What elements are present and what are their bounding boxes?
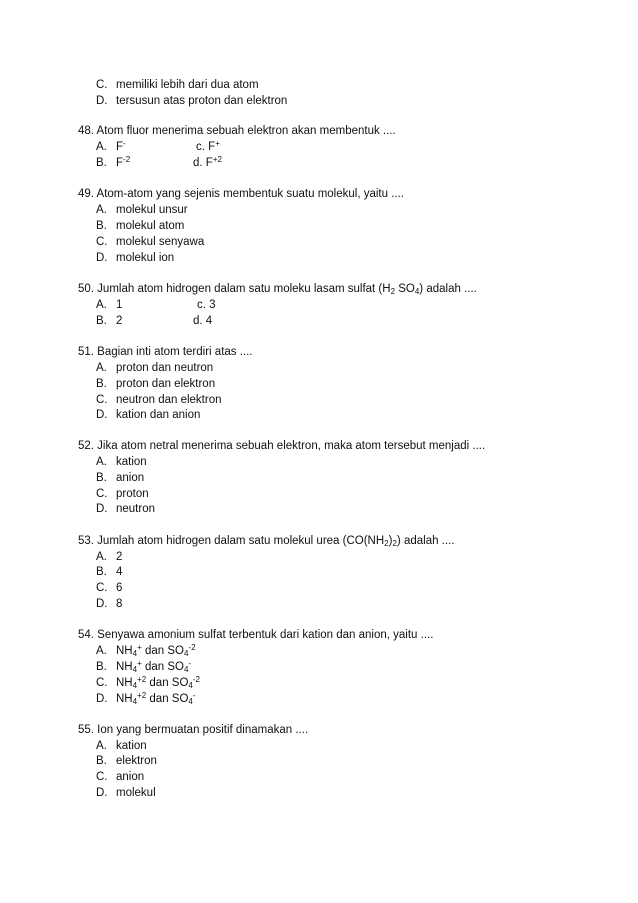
question-54: 54. Senyawa amonium sulfat terbentuk dari kation dan anion, yaitu .... <box>78 629 434 641</box>
formula-base: NH <box>116 677 133 689</box>
option-letter: A. <box>96 362 107 374</box>
option-letter: A. <box>96 740 107 752</box>
formula-base: F <box>116 157 124 169</box>
option-text: neutron <box>116 503 156 515</box>
formula-subscript: 4 <box>132 681 138 690</box>
q55-option-a <box>96 739 147 753</box>
option-text: molekul unsur <box>116 204 188 216</box>
q51-option-c <box>96 393 222 407</box>
option-letter: D. <box>96 409 108 421</box>
option-text: 4 <box>116 566 123 578</box>
option-letter: C. <box>96 677 108 689</box>
q48-option-a <box>96 140 126 154</box>
q54-option-b <box>96 660 191 674</box>
prev-option-c <box>96 78 259 92</box>
question-55: 55. Ion yang bermuatan positif dinamakan .... <box>78 724 309 736</box>
question-text: ) adalah .... <box>396 535 455 547</box>
q53-option-b <box>96 565 122 579</box>
question-text: ) <box>388 535 393 547</box>
option-text: elektron <box>116 755 157 767</box>
option-text: kation <box>116 740 147 752</box>
option-text: kation dan anion <box>116 409 201 421</box>
formula-charge: - <box>188 659 192 668</box>
option-text: kation <box>116 456 147 468</box>
q49-option-b <box>96 219 184 233</box>
option-letter: A. <box>96 299 107 311</box>
option-text: neutron dan elektron <box>116 394 222 406</box>
option-letter: D. <box>96 95 108 107</box>
formula-subscript: 4 <box>132 697 138 706</box>
formula-subscript: 4 <box>183 649 189 658</box>
q50-option-b <box>96 314 122 328</box>
formula-charge: + <box>137 659 142 668</box>
formula-subscript: 2 <box>390 287 396 296</box>
formula-subscript: 4 <box>132 665 138 674</box>
formula-charge: +2 <box>137 675 147 684</box>
option-letter: B. <box>96 755 107 767</box>
q52-option-c <box>96 487 149 501</box>
option-text: 1 <box>116 299 123 311</box>
formula-base: F <box>116 141 124 153</box>
formula-base: NH <box>116 693 133 705</box>
q52-option-a <box>96 455 147 469</box>
question-49: 49. Atom-atom yang sejenis membentuk suatu molekul, yaitu .... <box>78 188 404 200</box>
option-letter: B. <box>96 220 107 232</box>
formula-base: F <box>205 157 213 169</box>
prev-option-d <box>96 94 287 108</box>
option-label: d. <box>193 157 203 169</box>
formula-charge: -2 <box>192 675 200 684</box>
option-letter: C. <box>96 582 108 594</box>
formula-subscript: 4 <box>414 287 420 296</box>
formula-charge: +2 <box>212 155 222 164</box>
option-text: molekul ion <box>116 252 175 264</box>
formula-base: NH <box>116 661 133 673</box>
option-text: tersusun atas proton dan elektron <box>116 95 288 107</box>
option-text: anion <box>116 771 145 783</box>
q52-option-d <box>96 502 155 516</box>
q49-option-a <box>96 203 188 217</box>
option-letter: B. <box>96 315 107 327</box>
option-letter: C. <box>96 236 108 248</box>
formula-subscript: 4 <box>188 681 193 690</box>
q48-option-d <box>193 156 222 170</box>
option-letter: D. <box>96 787 108 799</box>
q51-option-b <box>96 377 215 391</box>
q53-option-a <box>96 550 122 564</box>
q49-option-c <box>96 235 204 249</box>
option-letter: C. <box>96 771 108 783</box>
q48-option-c <box>196 140 220 154</box>
formula-base: dan SO <box>141 661 184 673</box>
option-letter: B. <box>96 157 107 169</box>
formula-charge: - <box>123 139 126 148</box>
formula-charge: +2 <box>137 691 147 700</box>
option-text: anion <box>116 472 145 484</box>
option-label: c. <box>196 141 205 153</box>
option-text: proton dan elektron <box>116 378 216 390</box>
question-50 <box>78 282 477 296</box>
option-letter: D. <box>96 693 108 705</box>
option-letter: D. <box>96 598 108 610</box>
question-text: ) adalah .... <box>419 283 477 295</box>
option-letter: A. <box>96 551 107 563</box>
option-letter: A. <box>96 141 107 153</box>
q50-option-a <box>96 298 122 312</box>
question-52: 52. Jika atom netral menerima sebuah elektron, maka atom tersebut menjadi .... <box>78 440 486 452</box>
q50-option-c: c. 3 <box>197 299 216 311</box>
option-text: proton <box>116 488 149 500</box>
option-letter: B. <box>96 378 107 390</box>
formula-base: F <box>208 141 216 153</box>
q55-option-c <box>96 770 144 784</box>
option-text: 2 <box>116 551 123 563</box>
question-53 <box>78 534 454 548</box>
option-text: molekul atom <box>116 220 185 232</box>
formula-charge: - <box>192 691 196 700</box>
option-letter: B. <box>96 472 107 484</box>
formula-base: dan SO <box>146 677 189 689</box>
formula-subscript: 2 <box>392 539 397 548</box>
formula-charge: + <box>215 139 220 148</box>
formula-subscript: 4 <box>132 649 138 658</box>
q54-option-d <box>96 692 196 706</box>
formula-base: dan SO <box>141 645 184 657</box>
question-text: 50. Jumlah atom hidrogen dalam satu moleku lasam sulfat (H <box>78 283 391 295</box>
q51-option-d <box>96 408 200 422</box>
option-letter: B. <box>96 566 107 578</box>
option-letter: C. <box>96 79 108 91</box>
option-letter: C. <box>96 488 108 500</box>
q49-option-d <box>96 251 174 265</box>
formula-subscript: 4 <box>183 665 189 674</box>
question-51: 51. Bagian inti atom terdiri atas .... <box>78 346 253 358</box>
question-text: SO <box>395 283 415 295</box>
option-text: 8 <box>116 598 123 610</box>
q50-option-d: d. 4 <box>193 315 213 327</box>
q54-option-c <box>96 676 200 690</box>
formula-base: NH <box>116 645 133 657</box>
option-letter: A. <box>96 645 107 657</box>
formula-base: dan SO <box>146 693 189 705</box>
q55-option-b <box>96 754 157 768</box>
option-text: memiliki lebih dari dua atom <box>116 79 259 91</box>
option-letter: A. <box>96 456 107 468</box>
q53-option-c <box>96 581 122 595</box>
q52-option-b <box>96 471 144 485</box>
q55-option-d <box>96 786 156 800</box>
formula-charge: + <box>137 643 142 652</box>
option-letter: B. <box>96 661 107 673</box>
q51-option-a <box>96 361 213 375</box>
q54-option-a <box>96 644 196 658</box>
option-letter: D. <box>96 252 108 264</box>
formula-subscript: 2 <box>384 539 389 548</box>
option-letter: D. <box>96 503 108 515</box>
option-text: 6 <box>116 582 123 594</box>
option-letter: C. <box>96 394 108 406</box>
option-text: molekul <box>116 787 156 799</box>
option-text: proton dan neutron <box>116 362 214 374</box>
formula-charge: -2 <box>123 155 131 164</box>
question-text: 53. Jumlah atom hidrogen dalam satu molekul urea (CO(NH <box>78 535 385 547</box>
option-text: 2 <box>116 315 123 327</box>
q48-option-b <box>96 156 130 170</box>
option-letter: A. <box>96 204 107 216</box>
question-48: 48. Atom fluor menerima sebuah elektron akan membentuk .... <box>78 125 396 137</box>
q53-option-d <box>96 597 122 611</box>
option-text: molekul senyawa <box>116 236 205 248</box>
formula-charge: -2 <box>188 643 196 652</box>
formula-subscript: 4 <box>188 697 193 706</box>
